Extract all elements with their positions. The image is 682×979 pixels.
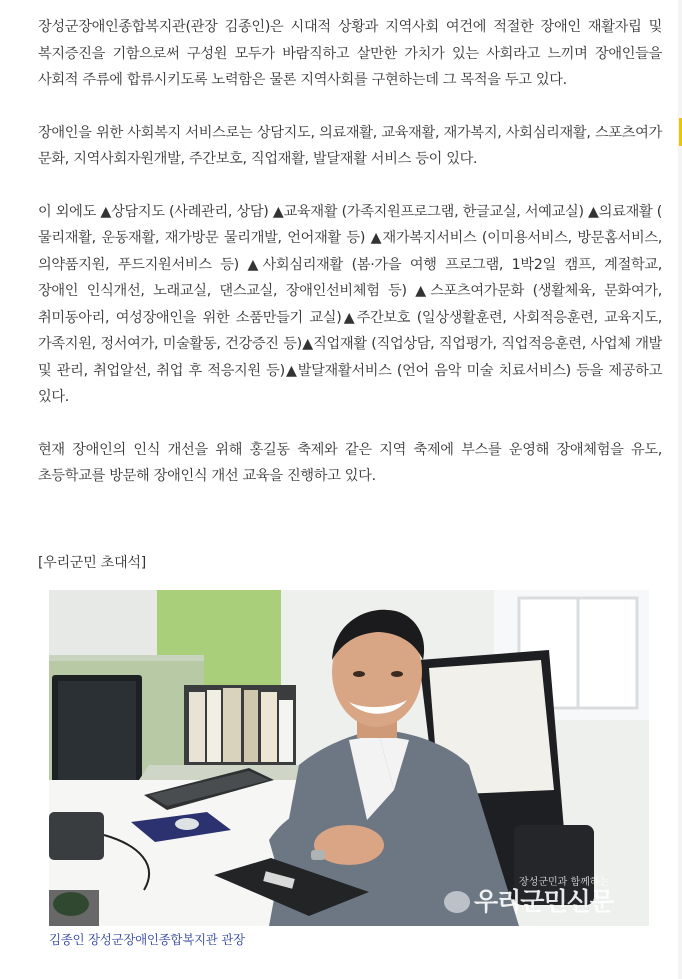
section-title: [우리군민 초대석] bbox=[38, 555, 147, 571]
article-paragraph-2: 장애인을 위한 사회복지 서비스로는 상담지도, 의료재활, 교육재활, 재가복지, 사회심리재활, 스포츠여가 문화, 지역사회자원개발, 주간보호, 직업재활, 발달재활 서비스 등이 있다. bbox=[38, 124, 662, 167]
article-body bbox=[38, 14, 662, 490]
article-paragraph-1: 장성군장애인종합복지관(관장 김종인)은 시대적 상황과 지역사회 여건에 적절한 장애인 재활자립 및 복지증진을 기함으로써 구성원 모두가 바람직하고 살만한 가치가 있는 사회라고 느끼며 장애인들을 사회적 주류에 합류시키도록 노력함은 물론 지역사회를 구현하는데 그 목적을 두고 있다. bbox=[38, 19, 662, 88]
article-paragraph-3: 이 외에도 ▲상담지도 (사례관리, 상담) ▲교육재활 (가족지원프로그램, 한글교실, 서예교실) ▲의료재활 ( 물리재활, 운동재활, 재가방문 물리개발, 언어재활 등) ▲재가복지서비스 (이미용서비스, 방문홈서비스, 의약품지원, 푸드지원서비스 등) ▲사회심리재활 (봄·가을 여행 프로그램, 1박2일 캠프, 계절학교, 장애인 인식개선, 노래교실, 댄스교실, 장애인선비체험 등) ▲스포츠여가문화 (생활체육, 문화여가, 취미동아리, 여성장애인을 위한 소품만들기 교실)▲주간보호 (일상생활훈련, 사회적응훈련, 교육지도, 가족지원, 정서여가, 미술활동, 건강증진 등)▲직업재활 (직업상담, 직업평가, 직업적응훈련, 사업체 개발 및 관리, 취업알선, 취업 후 적응지원 등)▲발달재활서비스 (언어 음악 미술 치료서비스) 등을 제공하고 있다. bbox=[38, 203, 662, 405]
watermark-logo-text: 우리군민신문 bbox=[474, 887, 613, 916]
photo-illustration bbox=[49, 590, 649, 926]
watermark-subtitle: 장성군민과 함께하는 bbox=[519, 877, 610, 888]
page-right-edge bbox=[678, 0, 682, 979]
article-paragraph-4: 현재 장애인의 인식 개선을 위해 홍길동 축제와 같은 지역 축제에 부스를 운영해 장애체험을 유도, 초등학교를 방문해 장애인식 개선 교육을 진행하고 있다. bbox=[38, 441, 662, 484]
interview-photo[interactable] bbox=[49, 590, 649, 926]
photo-caption: 김종인 장성군장애인종합복지관 관장 bbox=[49, 932, 245, 947]
